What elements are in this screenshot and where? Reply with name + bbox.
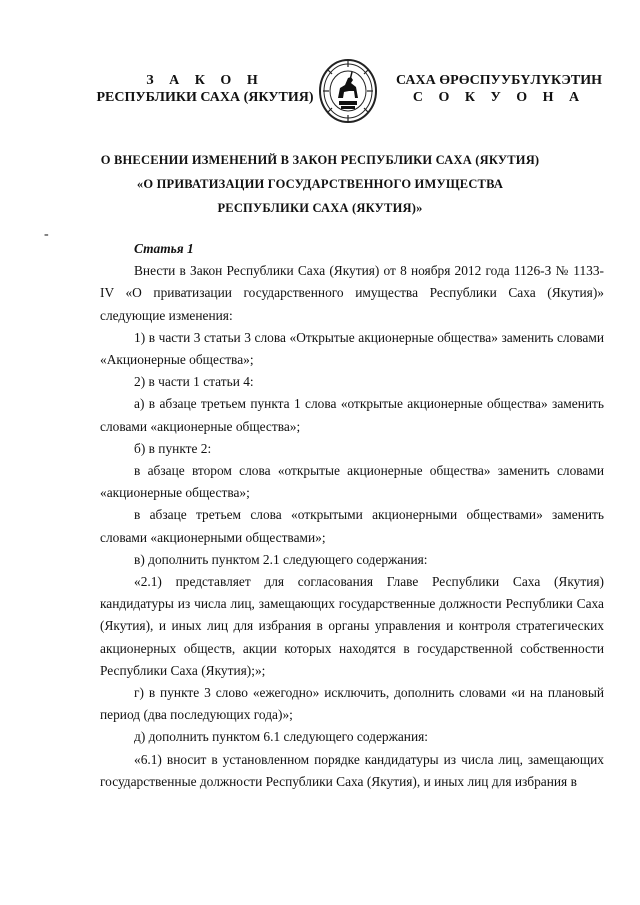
law-label-sakha: С О К У О Н А (412, 90, 586, 105)
coat-of-arms-icon (318, 58, 378, 124)
margin-mark: - (44, 227, 49, 242)
article-heading: Статья 1 (134, 241, 194, 256)
paragraph: в абзаце третьем слова «открытыми акционерными обществами» заменить словами «акционерными обществами»; (100, 507, 604, 545)
header-left (85, 72, 325, 106)
paragraph: в) дополнить пунктом 2.1 следующего содержания: (134, 551, 428, 567)
document-title-line-2: «О ПРИВАТИЗАЦИИ ГОСУДАРСТВЕННОГО ИМУЩЕСТВА (136, 177, 504, 191)
paragraph: «6.1) вносит в установленном порядке кандидатуры из числа лиц, замещающих государственные должности Республики Саха (Якутия), и иных лиц для избрания в (100, 751, 604, 789)
republic-name-ru: РЕСПУБЛИКИ САХА (ЯКУТИЯ) (96, 90, 314, 105)
document-body (100, 238, 604, 793)
header-right (383, 72, 615, 106)
paragraph: г) в пункте 3 слово «ежегодно» исключить, дополнить словами «и на плановый период (два последующих года)»; (100, 685, 604, 723)
paragraph: «2.1) представляет для согласования Главе Республики Саха (Якутия) кандидатуры из числа лиц, замещающих государственные должности Республики Саха (Якутия), и иных лиц для избрания в органы управления и контроля стратегических акционерных обществ, акции которых находятся в государственной собственности Республики Саха (Якутия);»; (100, 574, 604, 678)
paragraph: 2) в части 1 статьи 4: (134, 374, 254, 390)
paragraph: а) в абзаце третьем пункта 1 слова «открытые акционерные общества» заменить словами «акционерные общества»; (100, 396, 604, 434)
paragraph: д) дополнить пунктом 6.1 следующего содержания: (134, 729, 428, 745)
law-label: З А К О Н (146, 73, 264, 88)
document-title-line-3: РЕСПУБЛИКИ САХА (ЯКУТИЯ)» (217, 201, 423, 215)
republic-name-sakha: САХА ӨРӨСПУУБҮЛҮКЭТИН (396, 73, 602, 88)
paragraph: Внести в Закон Республики Саха (Якутия) от 8 ноября 2012 года 1126-З № 1133-IV «О приватизации государственного имущества Республики Саха (Якутия)» следующие изменения: (100, 263, 604, 323)
document-title-line-1: О ВНЕСЕНИИ ИЗМЕНЕНИЙ В ЗАКОН РЕСПУБЛИКИ САХА (ЯКУТИЯ) (100, 153, 540, 167)
document-header (0, 56, 640, 126)
paragraph: в абзаце втором слова «открытые акционерные общества» заменить словами «акционерные общества»; (100, 463, 604, 501)
paragraph: 1) в части 3 статьи 3 слова «Открытые акционерные общества» заменить словами «Акционерные общества»; (100, 329, 604, 368)
paragraph: б) в пункте 2: (134, 440, 212, 456)
